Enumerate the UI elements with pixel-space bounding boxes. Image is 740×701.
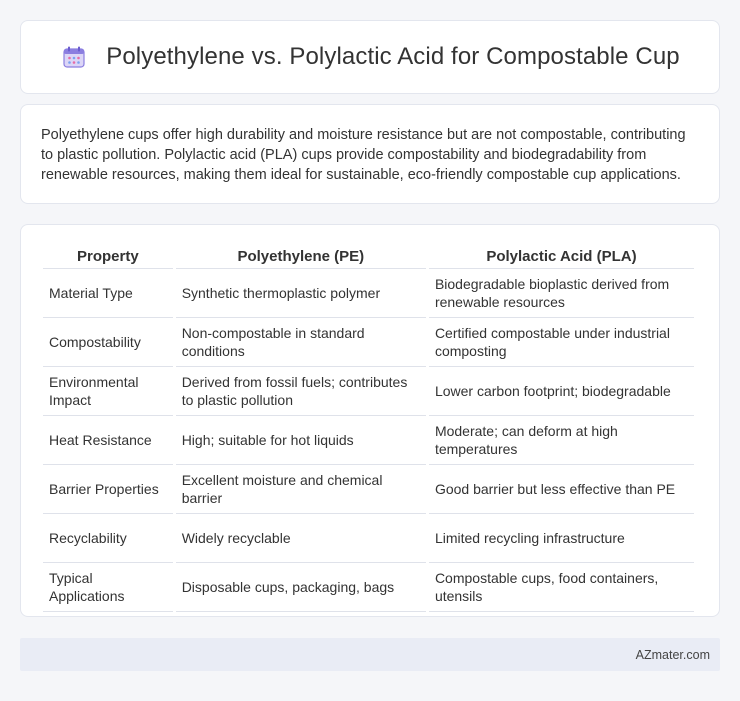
- table-cell: Disposable cups, packaging, bags: [176, 563, 426, 612]
- footer-site-link[interactable]: AZmater.com: [635, 647, 710, 662]
- column-header-pla: Polylactic Acid (PLA): [429, 247, 694, 269]
- calendar-icon: [60, 43, 88, 71]
- table-row: [43, 563, 694, 612]
- table-cell: Recyclability: [43, 514, 173, 563]
- table-cell: Good barrier but less effective than PE: [429, 465, 694, 514]
- table-card: [20, 224, 720, 617]
- table-cell: Lower carbon footprint; biodegradable: [429, 367, 694, 416]
- table-cell: Limited recycling infrastructure: [429, 514, 694, 563]
- comparison-table: [40, 247, 697, 612]
- table-row: [43, 269, 694, 318]
- title-wrap: [60, 43, 679, 71]
- table-cell: Certified compostable under industrial composting: [429, 318, 694, 367]
- table-cell: Non-compostable in standard conditions: [176, 318, 426, 367]
- table-cell: Material Type: [43, 269, 173, 318]
- table-row: [43, 514, 694, 563]
- table-cell: Derived from fossil fuels; contributes to plastic pollution: [176, 367, 426, 416]
- table-cell: High; suitable for hot liquids: [176, 416, 426, 465]
- table-cell: Compostability: [43, 318, 173, 367]
- page-title: Polyethylene vs. Polylactic Acid for Compostable Cup: [106, 43, 680, 70]
- table-row: [43, 318, 694, 367]
- table-cell: Widely recyclable: [176, 514, 426, 563]
- table-cell: Synthetic thermoplastic polymer: [176, 269, 426, 318]
- table-cell: Compostable cups, food containers, utensils: [429, 563, 694, 612]
- column-header-property: Property: [43, 247, 173, 269]
- table-cell: Barrier Properties: [43, 465, 173, 514]
- summary-text: Polyethylene cups offer high durability and moisture resistance but are not compostable, contributing to plastic pollution. Polylactic acid (PLA) cups provide compostability and biodegradability from renewable resources, making them ideal for sustainable, eco-friendly compostable cup applications.: [41, 127, 686, 183]
- table-cell: Typical Applications: [43, 563, 173, 612]
- table-row: [43, 465, 694, 514]
- column-header-pe: Polyethylene (PE): [176, 247, 426, 269]
- table-cell: Biodegradable bioplastic derived from renewable resources: [429, 269, 694, 318]
- summary-card: [20, 104, 720, 204]
- table-cell: Moderate; can deform at high temperatures: [429, 416, 694, 465]
- table-cell: Heat Resistance: [43, 416, 173, 465]
- table-cell: Excellent moisture and chemical barrier: [176, 465, 426, 514]
- table-row: [43, 416, 694, 465]
- header-card: [20, 20, 720, 94]
- table-row: [43, 367, 694, 416]
- table-cell: Environmental Impact: [43, 367, 173, 416]
- footer: [20, 638, 720, 671]
- table-header-row: [43, 247, 694, 269]
